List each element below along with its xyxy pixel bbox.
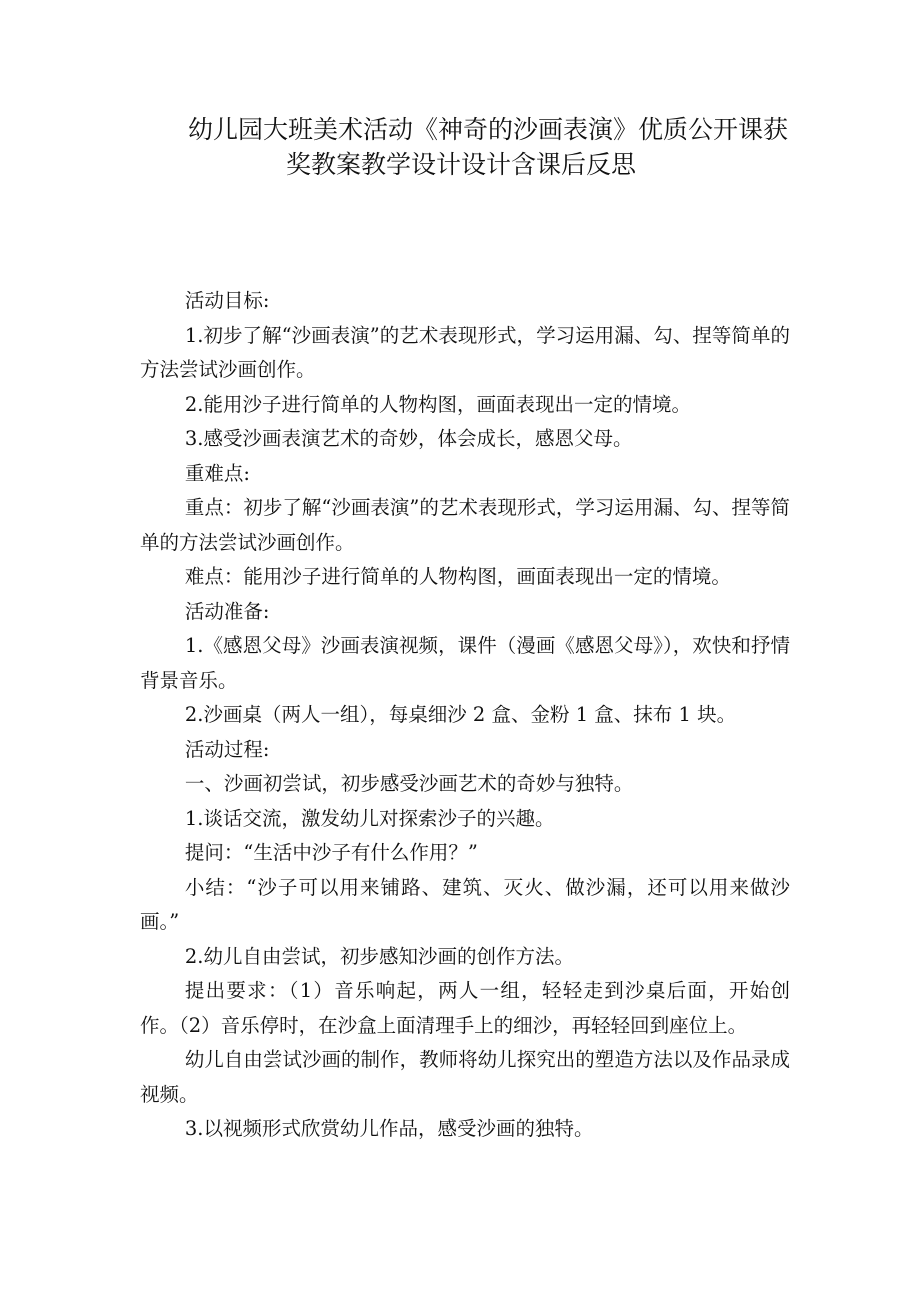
- title-line-1: 幼儿园大班美术活动《神奇的沙画表演》优质公开课获: [188, 115, 789, 144]
- objective-2: 2.能用沙子进行简单的人物构图，画面表现出一定的情境。: [184, 392, 691, 416]
- objective-1: 1.初步了解“沙画表演”的艺术表现形式，学习运用漏、勾、捏等简单的方法尝试沙画创作。: [140, 323, 790, 381]
- process-step-3: 3.以视频形式欣赏幼儿作品，感受沙画的独特。: [184, 1117, 594, 1140]
- process-question: 提问：“生活中沙子有什么作用？”: [184, 841, 478, 864]
- process-summary: 小结：“沙子可以用来铺路、建筑、灭火、做沙漏，还可以用来做沙画。”: [140, 875, 790, 933]
- process-section-1: 一、沙画初尝试，初步感受沙画艺术的奇妙与独特。: [184, 772, 634, 795]
- document-body: [140, 284, 790, 1147]
- heading-preparation: 活动准备:: [184, 599, 270, 623]
- title-line-2: 奖教案教学设计设计含课后反思: [286, 150, 637, 179]
- heading-key-points: 重难点:: [184, 461, 250, 485]
- objective-3: 3.感受沙画表演艺术的奇妙，体会成长，感恩父母。: [184, 427, 633, 450]
- key-point: 重点：初步了解“沙画表演”的艺术表现形式，学习运用漏、勾、捏等简单的方法尝试沙画创作。: [140, 496, 790, 554]
- preparation-2: 2.沙画桌（两人一组），每桌细沙 2 盒、金粉 1 盒、抹布 1 块。: [184, 703, 737, 726]
- heading-process: 活动过程:: [184, 737, 270, 761]
- process-step-2: 2.幼儿自由尝试，初步感知沙画的创作方法。: [184, 944, 574, 968]
- process-requirements: 提出要求：（1）音乐响起，两人一组，轻轻走到沙桌后面，开始创作。（2）音乐停时，在沙盒上面清理手上的细沙，再轻轻回到座位上。: [140, 979, 790, 1037]
- process-step-1: 1.谈话交流，激发幼儿对探索沙子的兴趣。: [184, 806, 555, 830]
- difficult-point: 难点：能用沙子进行简单的人物构图，画面表现出一定的情境。: [184, 565, 731, 588]
- heading-objectives: 活动目标:: [184, 289, 270, 312]
- process-free-try: 幼儿自由尝试沙画的制作，教师将幼儿探究出的塑造方法以及作品录成视频。: [140, 1048, 790, 1106]
- preparation-1: 1.《感恩父母》沙画表演视频，课件（漫画《感恩父母》），欢快和抒情背景音乐。: [140, 634, 790, 692]
